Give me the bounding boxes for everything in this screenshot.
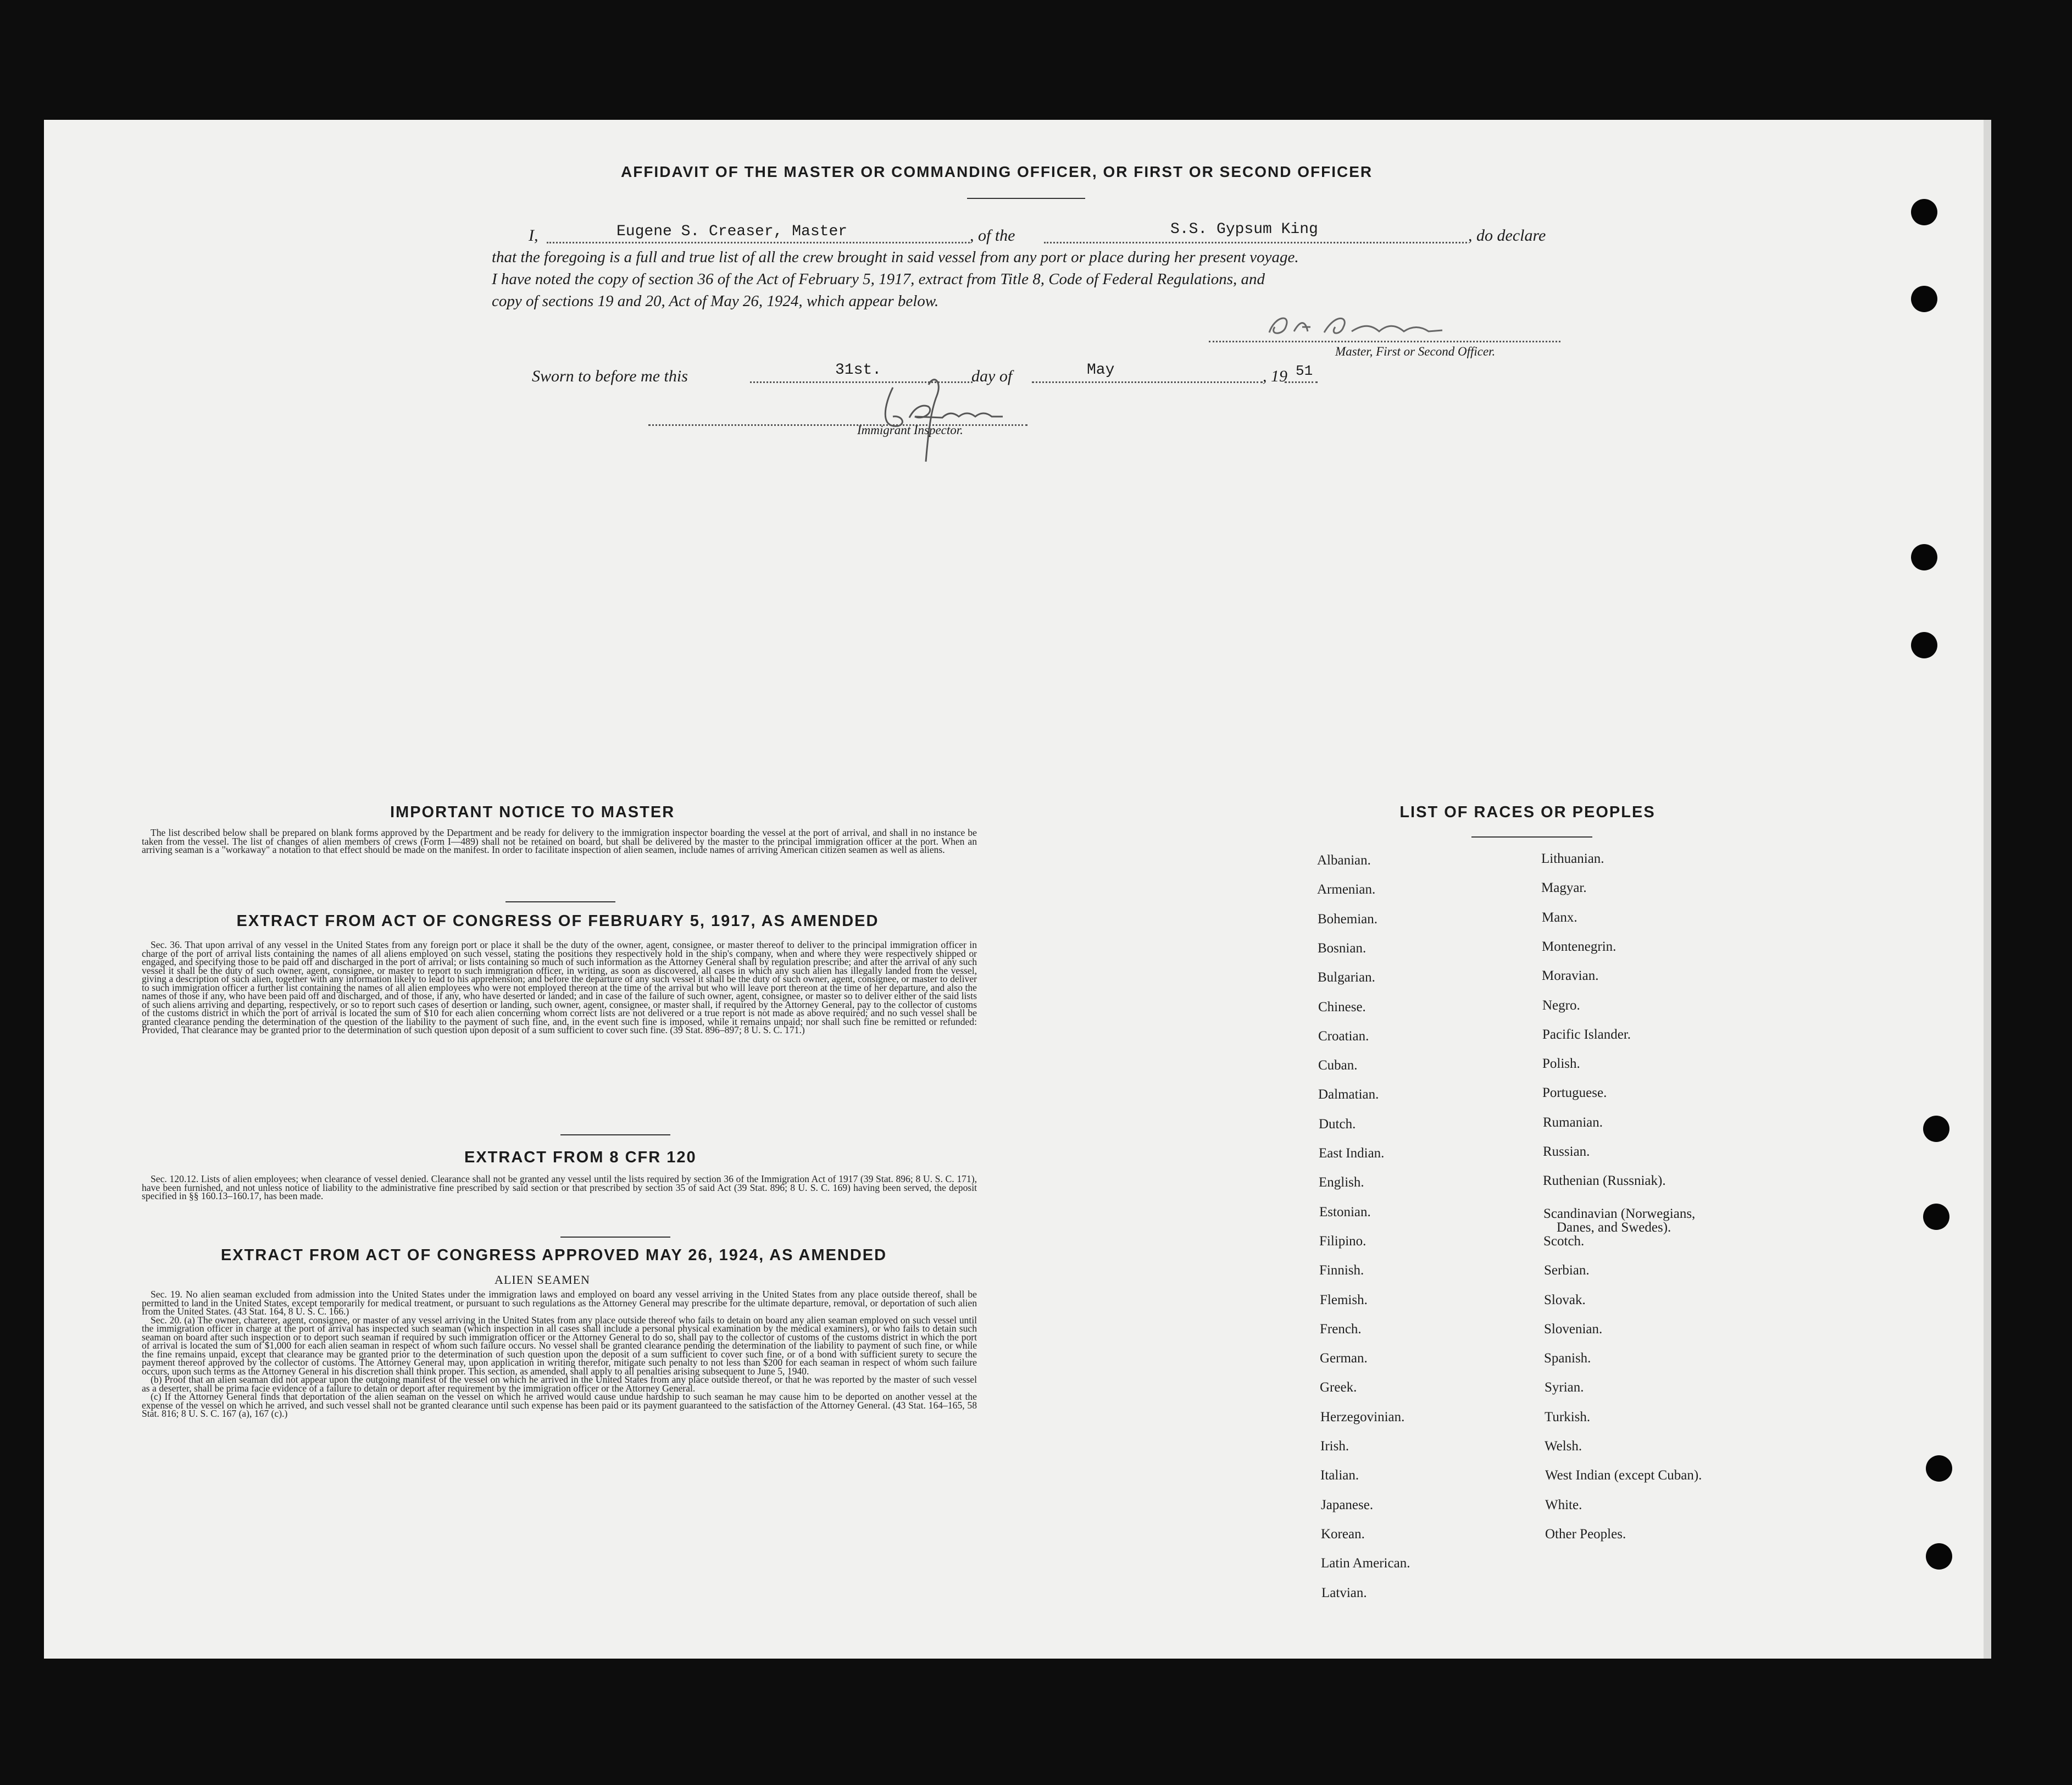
affidavit-title: AFFIDAVIT OF THE MASTER OR COMMANDING OFFICER, OR FIRST OR SECOND OFFICER	[621, 163, 1373, 180]
punch-hole	[1911, 544, 1937, 570]
race-item: Slovak.	[1544, 1293, 1586, 1307]
race-item: Polish.	[1542, 1056, 1580, 1071]
master-name-line	[547, 242, 970, 243]
sec20b-paragraph: (b) Proof that an alien seaman did not appear upon the outgoing manifest of the vessel on which he arrived in the United States from any place outside thereof, or that he was reported by the master of such vessel as a deserter, shall be prima facie evidence of a failure to detain or deport after requirement by the immigration officer or the Attorney General.	[142, 1374, 977, 1394]
race-item: Spanish.	[1544, 1351, 1591, 1366]
extract-cfr-title: EXTRACT FROM 8 CFR 120	[464, 1149, 697, 1166]
master-name-value: Eugene S. Creaser, Master	[616, 223, 848, 240]
master-signature-caption: Master, First or Second Officer.	[1335, 345, 1496, 358]
race-item: Latin American.	[1321, 1556, 1410, 1571]
race-item: Bosnian.	[1318, 941, 1366, 956]
affidavit-line-3: I have noted the copy of section 36 of the Act of February 5, 1917, extract from Title 8, Code of Federal Regulations, and	[492, 270, 1265, 288]
master-signature	[1253, 311, 1495, 343]
race-item: Greek.	[1320, 1380, 1357, 1395]
punch-hole	[1911, 632, 1937, 658]
sworn-label: Sworn to before me this	[532, 367, 688, 385]
notice-rule	[505, 901, 615, 902]
race-item: Slovenian.	[1544, 1322, 1603, 1337]
of-the-label: , of the	[970, 226, 1015, 245]
race-item: East Indian.	[1319, 1146, 1385, 1161]
year-prefix: , 19	[1263, 367, 1287, 385]
extract-cfr-paragraph: Sec. 120.12. Lists of alien employees; when clearance of vessel denied. Clearance shall not be granted any vessel until the lists required by section 36 of the Immigration Act of 1917 (39 Stat. 896; 8 U. S. C. 171), have been furnished, and not unless notice of liability to the administrative fine prescribed by said section or that prescribed by section 35 of said Act (39 Stat. 896; 8 U. S. C. 169) having been served, the deposit specified in §§ 160.13–160.17, has been made.	[142, 1173, 977, 1201]
year-suffix: 51	[1296, 363, 1313, 379]
race-item: English.	[1319, 1175, 1364, 1190]
extract-1917-paragraph: Sec. 36. That upon arrival of any vessel in the United States from any foreign port or place it shall be the duty of the owner, agent, consignee, or master thereof to deliver to the principal immigration officer in charge of the port of arrival lists containing the names of all aliens employed on such vessel, stating the positions they respectively hold in the ship's company, when and where they were respectively shipped or engaged, and specifying those to be paid off and discharged in the port of arrival; or lists containing so much of such information as the Attorney General shall by regulation prescribe; and after the arrival of any such vessel it shall be the duty of such owner, agent, consignee, or master to report to such immigration officer, in writing, as soon as discovered, all cases in which any such alien has illegally landed from the vessel, giving a description of such alien, together with any information likely to lead to his apprehension; and before the departure of any such vessel it shall be the duty of such owner, agent, consignee, or master to deliver to such immigration officer a further list containing the names of all alien employees who were not employed thereon at the time of the arrival but who will leave port thereon at the time of her departure, and also the names of those if any, who have been paid off and discharged, and of those, if any, who have deserted or landed; and in case of the failure of such owner, agent, consignee, or master so to deliver either of the said lists of such aliens arriving and departing, respectively, or so to report such cases of desertion or landing, such owner, agent, consignee, or master shall, if required by the Attorney General, pay to the collector of customs of the customs district in which the port of arrival is located the sum of $10 for each alien concerning whom correct lists are not delivered or a true report is not made as above required; and no such vessel shall be granted clearance pending the determination of the question of the liability to the payment of such fine, and, in the event such fine is imposed, while it remains unpaid; nor shall such fine be remitted or refunded: Provided, That clearance may be granted prior to the determination of such question upon deposit of a sum sufficient to cover such fine. (39 Stat. 896–897; 8 U. S. C. 171.)	[142, 939, 977, 1035]
race-item: Japanese.	[1321, 1498, 1374, 1512]
vessel-name-line	[1044, 242, 1467, 243]
i-label: I,	[529, 226, 538, 245]
sec20a-paragraph: Sec. 20. (a) The owner, charterer, agent, consignee, or master of any vessel arriving in the United States from any place outside thereof who fails to detain on board any alien seaman employed on such vessel until the immigration officer in charge at the port of arrival has inspected such seaman (which inspection in all cases shall include a personal physical examination by the medical examiners), or who fails to detain such seaman on board after such inspection or to deport such seaman if required by such immigration officer or the Attorney General to do so, shall pay to the collector of customs of the customs district in which the port of arrival is located the sum of $1,000 for each alien seaman in respect of whom such failure occurs. No vessel shall be granted clearance pending the determination of the liability to payment of such fine, or while the fine remains unpaid, except that clearance may be granted prior to the determination of such question upon the deposit of a sum sufficient to cover such fine, or of a bond with sufficient surety to secure the payment thereof approved by the collector of customs. The Attorney General may, upon application in writing therefor, mitigate such penalty to not less than $200 for each seaman in respect of whom such failure occurs, upon such terms as the Attorney General in his discretion shall think proper. This section, as amended, shall apply to all penalties arising subsequent to June 5, 1940.	[142, 1314, 977, 1377]
race-item: Filipino.	[1319, 1234, 1366, 1249]
race-item: Montenegrin.	[1542, 939, 1617, 954]
race-item: Irish.	[1320, 1439, 1349, 1454]
sworn-month-line	[1032, 381, 1263, 383]
sworn-month-value: May	[1087, 362, 1115, 379]
notice-title: IMPORTANT NOTICE TO MASTER	[390, 803, 675, 821]
race-item: Dalmatian.	[1318, 1087, 1379, 1102]
race-item: Manx.	[1542, 910, 1577, 925]
punch-hole	[1911, 286, 1937, 312]
title-rule	[967, 198, 1085, 199]
race-item: Flemish.	[1320, 1293, 1368, 1307]
sec19-paragraph: Sec. 19. No alien seaman excluded from admission into the United States under the immigration laws and employed on board any vessel arriving in the United States from any place outside thereof, shall be permitted to land in the United States, except temporarily for medical treatment, or pursuant to such regulations as the Attorney General may prescribe for the ultimate departure, removal, or deportation of such alien from the United States. (43 Stat. 164, 8 U. S. C. 166.)	[142, 1289, 977, 1317]
race-item: Welsh.	[1545, 1439, 1582, 1454]
race-item: Magyar.	[1541, 880, 1587, 895]
inspector-signature-line	[648, 424, 1027, 426]
race-item: Dutch.	[1319, 1117, 1356, 1132]
declare-label: , do declare	[1468, 226, 1546, 245]
day-of-label: day of	[971, 367, 1013, 385]
notice-text	[142, 829, 977, 855]
extract-cfr-rule	[560, 1237, 670, 1238]
races-title: LIST OF RACES OR PEOPLES	[1399, 803, 1656, 821]
extract-1924-subtitle: ALIEN SEAMEN	[495, 1273, 590, 1287]
race-item: German.	[1320, 1351, 1368, 1366]
form-page	[44, 120, 1991, 1659]
race-item: Croatian.	[1318, 1029, 1369, 1044]
race-item: Danes, and Swedes).	[1557, 1220, 1671, 1235]
race-item: Albanian.	[1317, 853, 1371, 868]
race-item: Scandinavian (Norwegians,	[1543, 1206, 1696, 1221]
race-item: Finnish.	[1319, 1263, 1364, 1278]
inspector-caption: Immigrant Inspector.	[857, 423, 963, 437]
race-item: Armenian.	[1317, 882, 1376, 897]
race-item: Italian.	[1320, 1468, 1359, 1483]
race-item: Turkish.	[1545, 1410, 1591, 1424]
race-item: Ruthenian (Russniak).	[1543, 1173, 1666, 1188]
affidavit-line-4: copy of sections 19 and 20, Act of May 26, 1924, which appear below.	[492, 292, 939, 310]
race-item: Other Peoples.	[1545, 1527, 1626, 1542]
race-item: Bulgarian.	[1318, 970, 1375, 985]
race-item: Bohemian.	[1318, 912, 1378, 927]
extract-1917-rule	[560, 1134, 670, 1135]
race-item: Syrian.	[1545, 1380, 1584, 1395]
race-item: Pacific Islander.	[1542, 1027, 1631, 1042]
extract-1924-title: EXTRACT FROM ACT OF CONGRESS APPROVED MAY 26, 1924, AS AMENDED	[220, 1246, 887, 1264]
extract-1917-title: EXTRACT FROM ACT OF CONGRESS OF FEBRUARY 5, 1917, AS AMENDED	[236, 912, 879, 930]
race-item: Lithuanian.	[1541, 851, 1604, 866]
inspector-signature	[846, 352, 1033, 473]
year-line	[1285, 381, 1318, 383]
sec20c-paragraph: (c) If the Attorney General finds that deportation of the alien seaman on the vessel on which he arrived would cause undue hardship to such seaman he may cause him to be deported on another vessel at the expense of the vessel on which he arrived, and such vessel shall not be granted clearance until such expense has been paid or its payment guaranteed to the satisfaction of the Attorney General. (43 Stat. 164–165, 58 Stat. 816; 8 U. S. C. 167 (a), 167 (c).)	[142, 1391, 977, 1419]
punch-hole	[1923, 1204, 1949, 1230]
race-item: Serbian.	[1544, 1263, 1590, 1278]
race-item: White.	[1545, 1498, 1582, 1512]
race-item: Korean.	[1321, 1527, 1365, 1542]
affidavit-line-2: that the foregoing is a full and true list of all the crew brought in said vessel from any port or place during her present voyage.	[492, 248, 1299, 266]
sworn-day-value: 31st.	[835, 362, 882, 379]
race-item: French.	[1320, 1322, 1362, 1337]
race-item: Scotch.	[1543, 1234, 1585, 1249]
master-signature-line	[1209, 341, 1560, 342]
extract-1924-text	[142, 1290, 977, 1418]
notice-paragraph: The list described below shall be prepared on blank forms approved by the Department and be ready for delivery to the immigration inspector boarding the vessel at the port of arrival, and shall in no instance be taken from the vessel. The list of changes of alien members of crews (Form I—489) shall not be retained on board, but shall be delivered by the master to the principal immigration officer at the port. When an arriving seaman is a "workaway" a notation to that effect should be made on the manifest. In order to facilitate inspection of alien seamen, include names of arriving American citizen seamen as well as aliens.	[142, 827, 977, 855]
punch-hole	[1926, 1455, 1952, 1482]
race-item: Russian.	[1543, 1144, 1590, 1159]
race-item: Cuban.	[1318, 1058, 1358, 1073]
race-item: Herzegovinian.	[1320, 1410, 1405, 1424]
punch-hole	[1923, 1116, 1949, 1142]
race-item: Negro.	[1542, 998, 1580, 1013]
race-item: Latvian.	[1321, 1586, 1367, 1600]
races-rule	[1471, 836, 1592, 838]
punch-hole	[1926, 1543, 1952, 1570]
extract-cfr-text	[142, 1175, 977, 1201]
race-item: Portuguese.	[1542, 1085, 1607, 1100]
race-item: Moravian.	[1542, 968, 1599, 983]
race-item: Estonian.	[1319, 1205, 1371, 1219]
vessel-name-value: S.S. Gypsum King	[1170, 221, 1318, 238]
punch-hole	[1911, 199, 1937, 225]
race-item: Rumanian.	[1543, 1115, 1603, 1130]
race-item: West Indian (except Cuban).	[1545, 1468, 1702, 1483]
race-item: Chinese.	[1318, 1000, 1366, 1015]
extract-1917-text	[142, 941, 977, 1035]
